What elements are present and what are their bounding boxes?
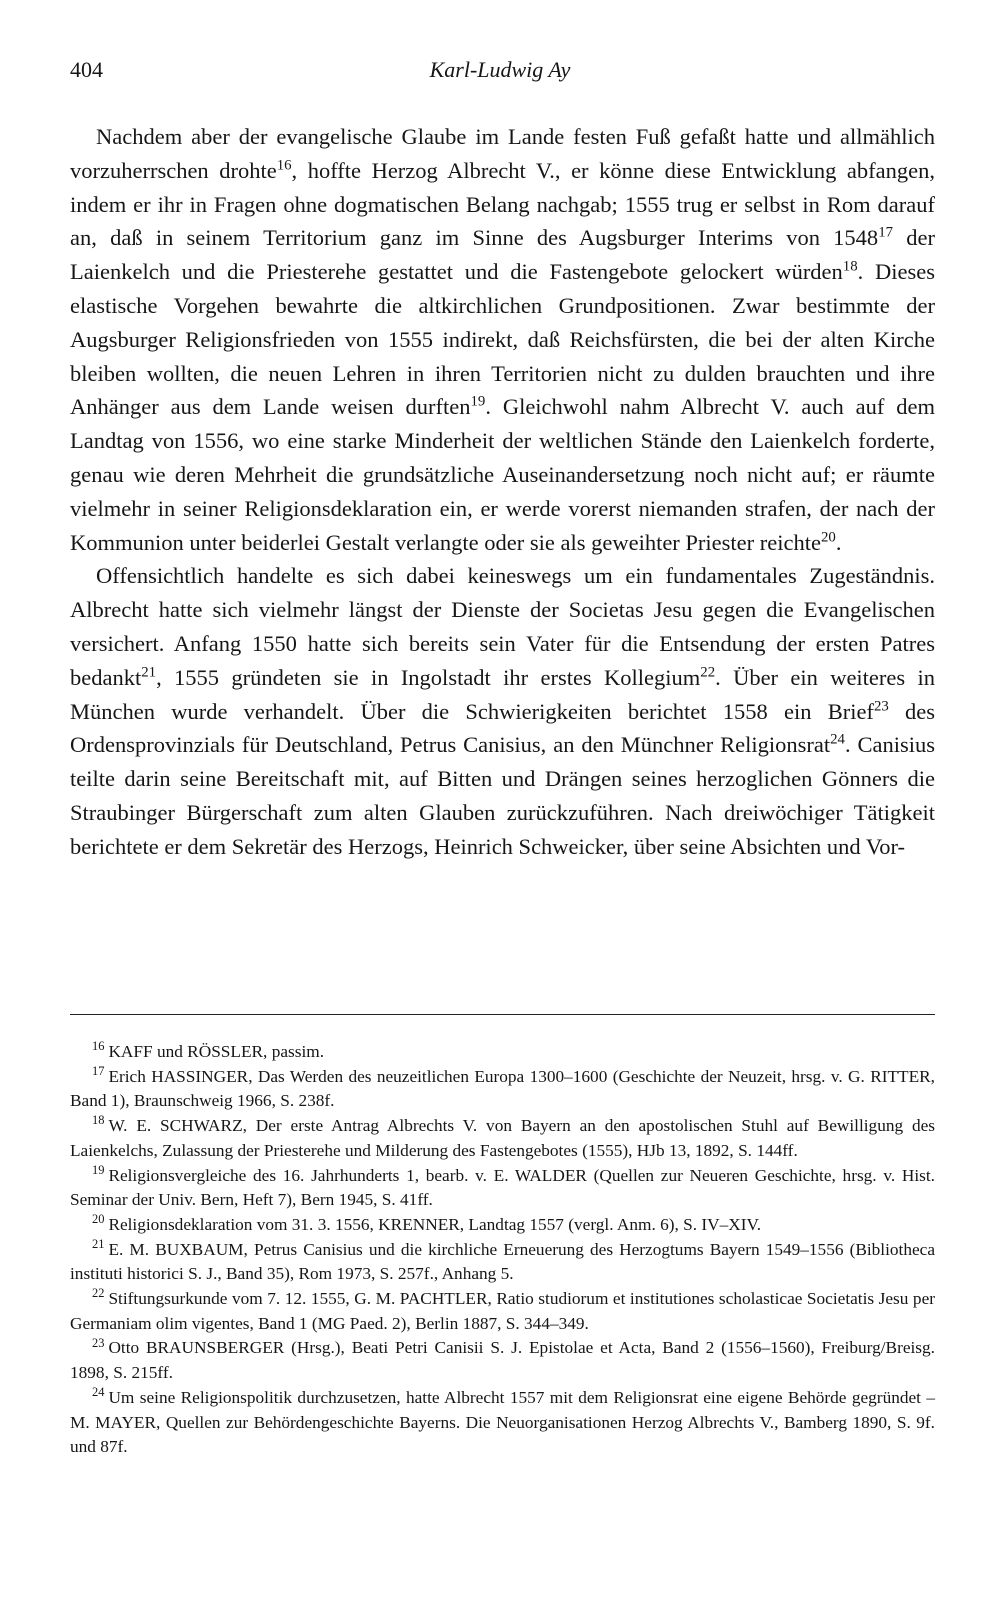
footnote (70, 1065, 935, 1114)
text-run: . Über ein weiteres in München wurde verhandelt. Über die Schwierigkeiten berichtet 1558 ein Brief (70, 664, 935, 724)
text-run: , 1555 gründeten sie in Ingolstadt ihr erstes Kollegium (156, 664, 701, 690)
footnote-text: W. E. SCHWARZ, Der erste Antrag Albrechts V. von Bayern an den apostolischen Stuhl auf Bewilligung des Laienkelchs, Zulassung der Priesterehe und Milderung des Fastengebotes (1555), HJb 13, 1892, S. 144ff. (70, 1116, 935, 1160)
footnote-number: 17 (92, 1063, 105, 1078)
footnote (70, 1287, 935, 1336)
footnote-number: 23 (92, 1335, 105, 1350)
footnote-reference: 24 (830, 731, 845, 748)
footnotes (70, 1040, 935, 1460)
footnote (70, 1213, 935, 1238)
footnote-reference: 23 (873, 698, 889, 715)
text-run: . Canisius teilte darin seine Bereitschaft mit, auf Bitten und Drängen seines herzoglichen Gönners die Straubinger Bürgerschaft zum alten Glauben zurückzuführen. Nach dreiwöchiger Tätigkeit berichtete er dem Sekretär des Herzogs, Heinrich Schweicker, über seine Absichten und Vor- (70, 732, 935, 859)
footnote-number: 16 (92, 1039, 105, 1054)
footnote-text: Erich HASSINGER, Das Werden des neuzeitlichen Europa 1300–1600 (Geschichte der Neuzeit, hrsg. v. G. RITTER, Band 1), Braunschweig 1966, S. 238f. (70, 1066, 935, 1111)
text-run: . (835, 529, 842, 555)
footnote-number: 24 (92, 1385, 105, 1400)
footnote-text: E. M. BUXBAUM, Petrus Canisius und die kirchliche Erneuerung des Herzogtums Bayern 1549–1556 (Bibliotheca instituti historici S. J., Band 35), Rom 1973, S. 257f., Anhang 5. (70, 1239, 935, 1284)
footnote (70, 1238, 935, 1287)
footnote-text: Stiftungsurkunde vom 7. 12. 1555, G. M. PACHTLER, Ratio studiorum et institutiones scholasticae Societatis Jesu per Germaniam olim vigentes, Band 1 (MG Paed. 2), Berlin 1887, S. 344–349. (70, 1289, 935, 1333)
text-run: , hoffte Herzog Albrecht V., er könne diese Entwicklung abfangen, indem er ihr in Fragen ohne dogmatischen Belang nachgab; 1555 trug er selbst in Rom darauf an, daß in seinem Territorium ganz im Sinne des Augsburger Interims von 1548 (70, 157, 935, 251)
text-run: der Laienkelch und die Priesterehe gestattet und die Fastengebote gelockert würden (70, 225, 935, 285)
page-number: 404 (70, 57, 103, 82)
footnote-reference: 17 (878, 224, 894, 241)
body-paragraph (70, 120, 935, 559)
footnote-text: Otto BRAUNSBERGER (Hrsg.), Beati Petri Canisii S. J. Epistolae et Acta, Band 2 (1556–1560), Freiburg/Breisg. 1898, S. 215ff. (70, 1338, 935, 1383)
footnote-reference: 16 (276, 157, 292, 174)
footnote (70, 1040, 935, 1065)
footnote-reference: 19 (470, 393, 486, 410)
running-header (70, 50, 930, 90)
footnote (70, 1386, 935, 1460)
text-run: des Ordensprovinzials für Deutschland, Petrus Canisius, an den Münchner Religionsrat (70, 698, 936, 758)
footnote (70, 1164, 935, 1213)
footnote-reference: 21 (141, 664, 157, 681)
footnote-text: Religionsvergleiche des 16. Jahrhunderts 1, bearb. v. E. WALDER (Quellen zur Neueren Geschichte, hrsg. v. Hist. Seminar der Univ. Bern, Heft 7), Bern 1945, S. 41ff. (70, 1165, 935, 1210)
footnote-number: 19 (92, 1162, 105, 1177)
footnote-reference: 22 (700, 664, 716, 681)
footnote-text: Religionsdeklaration vom 31. 3. 1556, KRENNER, Landtag 1557 (vergl. Anm. 6), S. IV–XIV. (108, 1214, 762, 1234)
footnote-separator (70, 1014, 935, 1015)
text-run: Nachdem aber der evangelische Glaube im Lande festen Fuß gefaßt hatte und allmählich vorzuherrschen drohte (70, 124, 935, 183)
text-run: . Dieses elastische Vorgehen bewahrte die altkirchlichen Grundpositionen. Zwar bestimmte der Augsburger Religionsfrieden von 1555 indirekt, daß Reichsfürsten, die bei der alten Kirche bleiben wollten, die neuen Lehren in ihren Territorien nicht zu dulden brauchten und ihre Anhänger aus dem Lande weisen durften (70, 259, 935, 420)
text-run: . Gleichwohl nahm Albrecht V. auch auf dem Landtag von 1556, wo eine starke Minderheit der weltlichen Stände den Laienkelch forderte, genau wie deren Mehrheit die grundsätzliche Auseinandersetzung noch nicht auf; er räumte vielmehr in seiner Religionsdeklaration ein, er werde vorerst niemanden strafen, der nach der Kommunion unter beiderlei Gestalt verlangte oder sie als geweihter Priester reichte (70, 394, 935, 555)
footnote (70, 1114, 935, 1163)
footnote-number: 22 (92, 1286, 105, 1301)
footnote-reference: 18 (842, 258, 858, 275)
footnote-text: Um seine Religionspolitik durchzusetzen, hatte Albrecht 1557 mit dem Religionsrat eine eigene Behörde gegründet – M. MAYER, Quellen zur Behördengeschichte Bayerns. Die Neuorganisationen Herzog Albrechts V., Bamberg 1890, S. 9f. und 87f. (70, 1387, 935, 1457)
footnote-number: 18 (92, 1113, 105, 1128)
text-run: Offensichtlich handelte es sich dabei keineswegs um ein fundamentales Zugeständnis. Albrecht hatte sich vielmehr längst der Dienste der Societas Jesu gegen die Evangelischen versichert. Anfang 1550 hatte sich bereits sein Vater für die Entsendung der ersten Patres bedankt (70, 563, 935, 690)
running-title: Karl-Ludwig Ay (429, 57, 571, 82)
body-paragraph (70, 559, 935, 863)
footnote-reference: 20 (820, 529, 836, 546)
main-text (70, 120, 935, 864)
footnote-number: 20 (92, 1212, 105, 1227)
footnote (70, 1336, 935, 1385)
footnote-number: 21 (92, 1236, 105, 1251)
footnote-text: KAFF und RÖSSLER, passim. (108, 1042, 325, 1061)
